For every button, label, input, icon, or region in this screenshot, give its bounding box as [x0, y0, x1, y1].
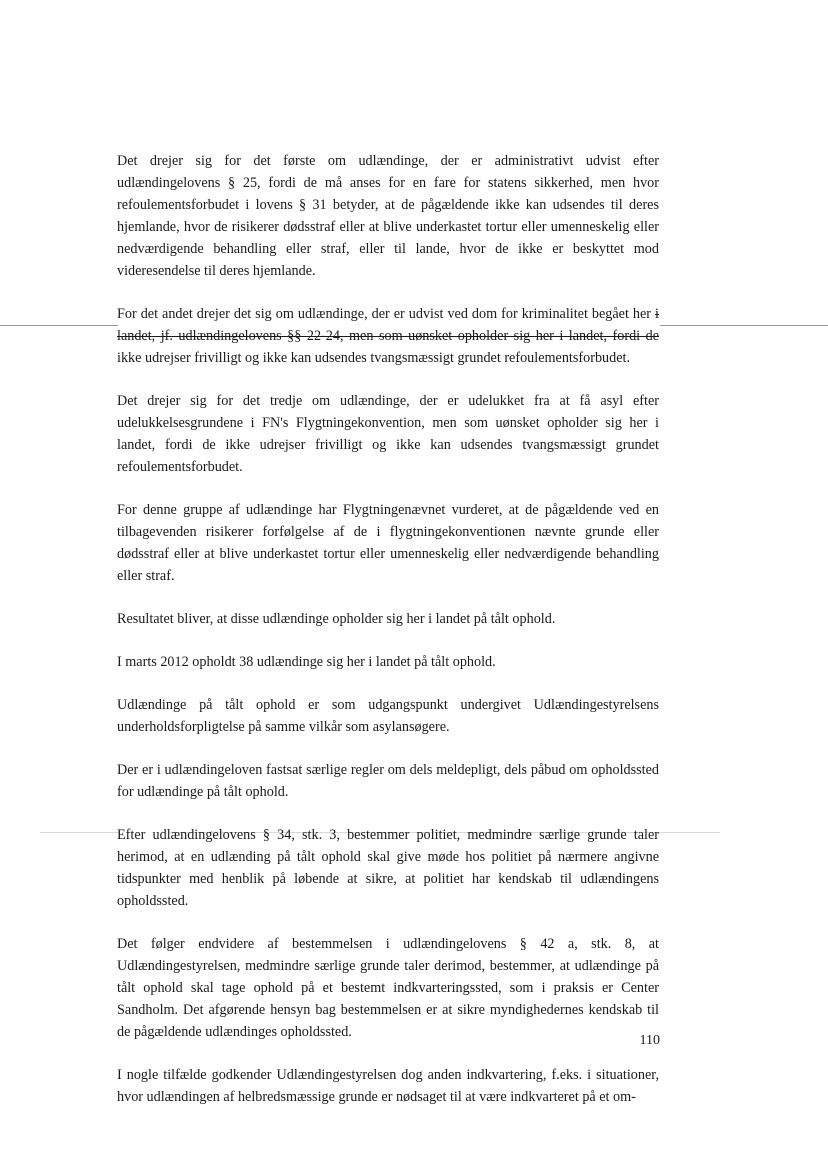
- paragraph: Det drejer sig for det første om udlændinge, der er administrativt udvist efter udlændingelovens § 25, fordi de må anses for en fare for statens sikkerhed, men hvor refoulementsforbudet i lovens § 31 betyder, at de pågældende ikke kan udsendes til deres hjemlande, hvor de risikerer dødsstraf eller at blive underkastet tortur eller umenneskelig eller nedværdigende behandling eller straf, eller til lande, hvor de ikke er beskyttet mod videresendelse til deres hjemlande.: [117, 153, 659, 279]
- paragraph: Der er i udlændingeloven fastsat særlige regler om dels meldepligt, dels påbud om opholdssted for udlændinge på tålt ophold.: [117, 762, 659, 800]
- struck-through-line: i landet, jf. udlændingelovens §§ 22-24, men som uønsket opholder sig her i landet, fordi de: [117, 306, 659, 344]
- paragraph-with-struck-line: [117, 303, 659, 369]
- scan-artifact-line-faint: [40, 832, 120, 833]
- page-number: 110: [639, 1033, 660, 1048]
- scan-artifact-line: [660, 325, 828, 326]
- paragraph: Det drejer sig for det tredje om udlændinge, der er udelukket fra at få asyl efter udelukkelsesgrundene i FN's Flygtningekonvention, men som uønsket opholder sig her i landet, fordi de ikke udrejser frivilligt og ikke kan udsendes tvangsmæssigt grundet refoulementsforbudet.: [117, 393, 659, 475]
- paragraph: I nogle tilfælde godkender Udlændingestyrelsen dog anden indkvartering, f.eks. i situationer, hvor udlændingen af helbredsmæssige grunde er nødsaget til at være indkvarteret på et om-: [117, 1067, 659, 1105]
- paragraph: I marts 2012 opholdt 38 udlændinge sig her i landet på tålt ophold.: [117, 654, 496, 670]
- paragraph-line: ikke udrejser frivilligt og ikke kan udsendes tvangsmæssigt grundet refoulementsforbudet.: [117, 350, 631, 366]
- paragraph-line: For det andet drejer det sig om udlændinge, der er udvist ved dom for kriminalitet begået her: [117, 306, 652, 322]
- paragraph: Udlændinge på tålt ophold er som udgangspunkt undergivet Udlændingestyrelsens underholdsforpligtelse på samme vilkår som asylansøgere.: [117, 697, 659, 735]
- paragraph: Det følger endvidere af bestemmelsen i udlændingelovens § 42 a, stk. 8, at Udlændingestyrelsen, medmindre særlige grunde taler derimod, bestemmer, at udlændinge på tålt ophold skal tage ophold på et bestemt indkvarteringssted, som i praksis er Center Sandholm. Det afgørende hensyn bag bestemmelsen er at sikre myndighedernes kendskab til de pågældende udlændinges opholdssted.: [117, 936, 659, 1040]
- scan-artifact-line: [0, 325, 118, 326]
- paragraph: Resultatet bliver, at disse udlændinge opholder sig her i landet på tålt ophold.: [117, 611, 556, 627]
- paragraph: Efter udlændingelovens § 34, stk. 3, bestemmer politiet, medmindre særlige grunde taler herimod, at en udlænding på tålt ophold skal give møde hos politiet på nærmere angivne tidspunkter med henblik på løbende at sikre, at politiet har kendskab til udlændingens opholdssted.: [117, 827, 659, 909]
- body-text: [117, 150, 659, 1108]
- paragraph: For denne gruppe af udlændinge har Flygtningenævnet vurderet, at de pågældende ved en tilbagevenden risikerer forfølgelse af de i flygtningekonventionen nævnte grunde eller dødsstraf eller at blive underkastet tortur eller umenneskelig eller nedværdigende behandling eller straf.: [117, 502, 659, 584]
